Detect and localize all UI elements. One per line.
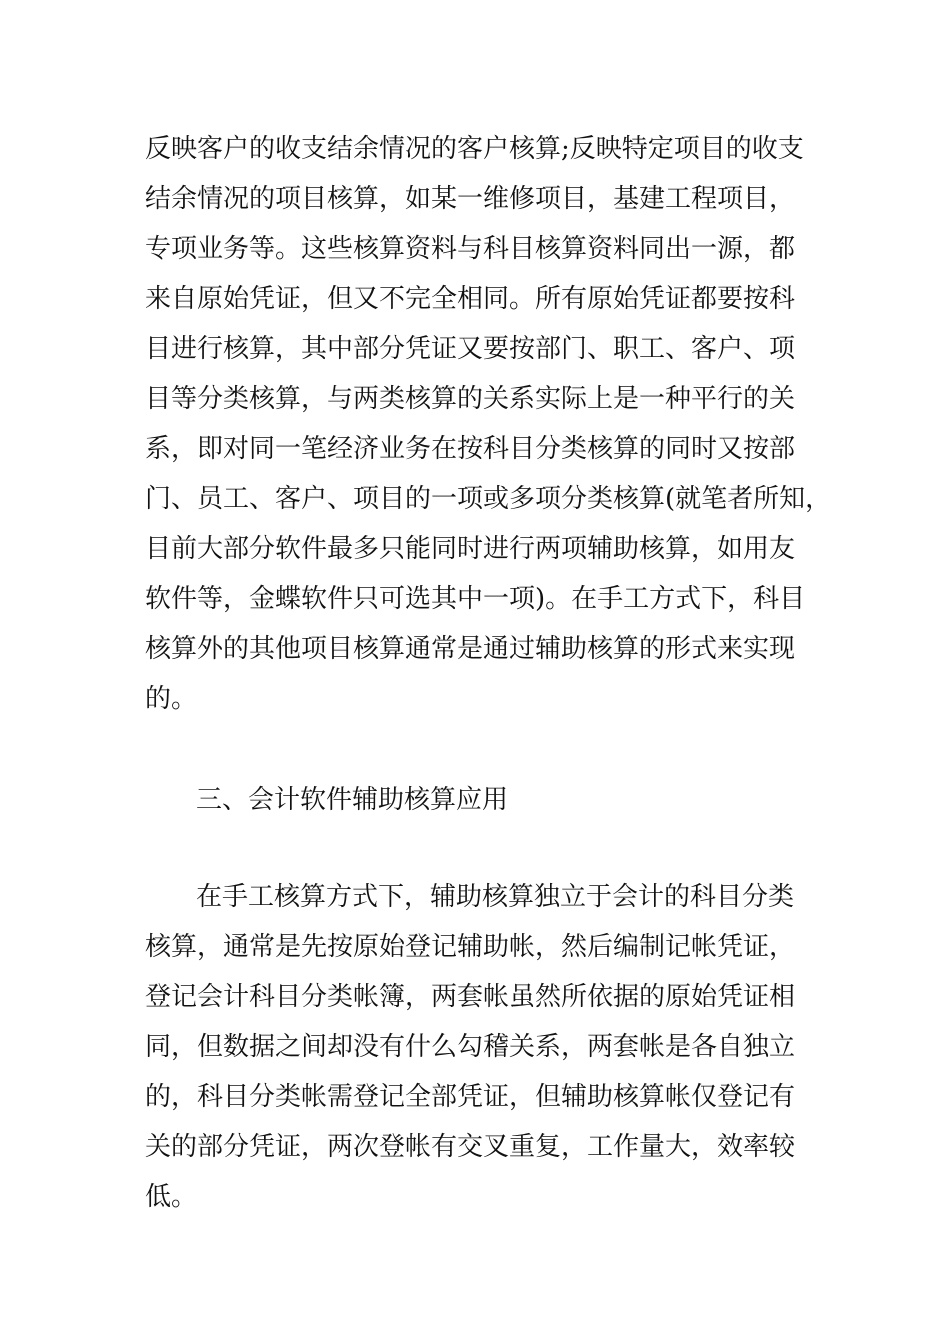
paragraph-line: 软件等，金蝶软件只可选其中一项)。在手工方式下，科目 xyxy=(145,584,806,614)
paragraph-line: 在手工核算方式下，辅助核算独立于会计的科目分类 xyxy=(196,882,795,912)
paragraph-line: 结余情况的项目核算，如某一维修项目，基建工程项目， xyxy=(145,184,796,214)
paragraph-line: 关的部分凭证，两次登帐有交叉重复，工作量大，效率较 xyxy=(145,1132,796,1162)
paragraph-line: 反映客户的收支结余情况的客户核算;反映特定项目的收支 xyxy=(145,134,804,164)
paragraph-line: 登记会计科目分类帐簿，两套帐虽然所依据的原始凭证相 xyxy=(145,982,796,1012)
paragraph-line: 低。 xyxy=(145,1182,198,1212)
paragraph-line: 来自原始凭证，但又不完全相同。所有原始凭证都要按科 xyxy=(145,284,796,314)
section-heading: 三、会计软件辅助核算应用 xyxy=(196,785,509,815)
paragraph-line: 核算外的其他项目核算通常是通过辅助核算的形式来实现 xyxy=(145,634,796,664)
paragraph-line: 系，即对同一笔经济业务在按科目分类核算的同时又按部 xyxy=(145,434,796,464)
paragraph-line: 核算，通常是先按原始登记辅助帐，然后编制记帐凭证， xyxy=(145,932,796,962)
paragraph-line: 的。 xyxy=(145,684,198,714)
paragraph-line: 门、员工、客户、项目的一项或多项分类核算(就笔者所知， xyxy=(145,484,832,514)
paragraph-line: 的，科目分类帐需登记全部凭证，但辅助核算帐仅登记有 xyxy=(145,1082,796,1112)
paragraph-line: 目等分类核算，与两类核算的关系实际上是一种平行的关 xyxy=(145,384,796,414)
paragraph-line: 目前大部分软件最多只能同时进行两项辅助核算，如用友 xyxy=(145,534,796,564)
paragraph-line: 目进行核算，其中部分凭证又要按部门、职工、客户、项 xyxy=(145,334,796,364)
paragraph-line: 同，但数据之间却没有什么勾稽关系，两套帐是各自独立 xyxy=(145,1032,796,1062)
paragraph-line: 专项业务等。这些核算资料与科目核算资料同出一源，都 xyxy=(145,234,796,264)
